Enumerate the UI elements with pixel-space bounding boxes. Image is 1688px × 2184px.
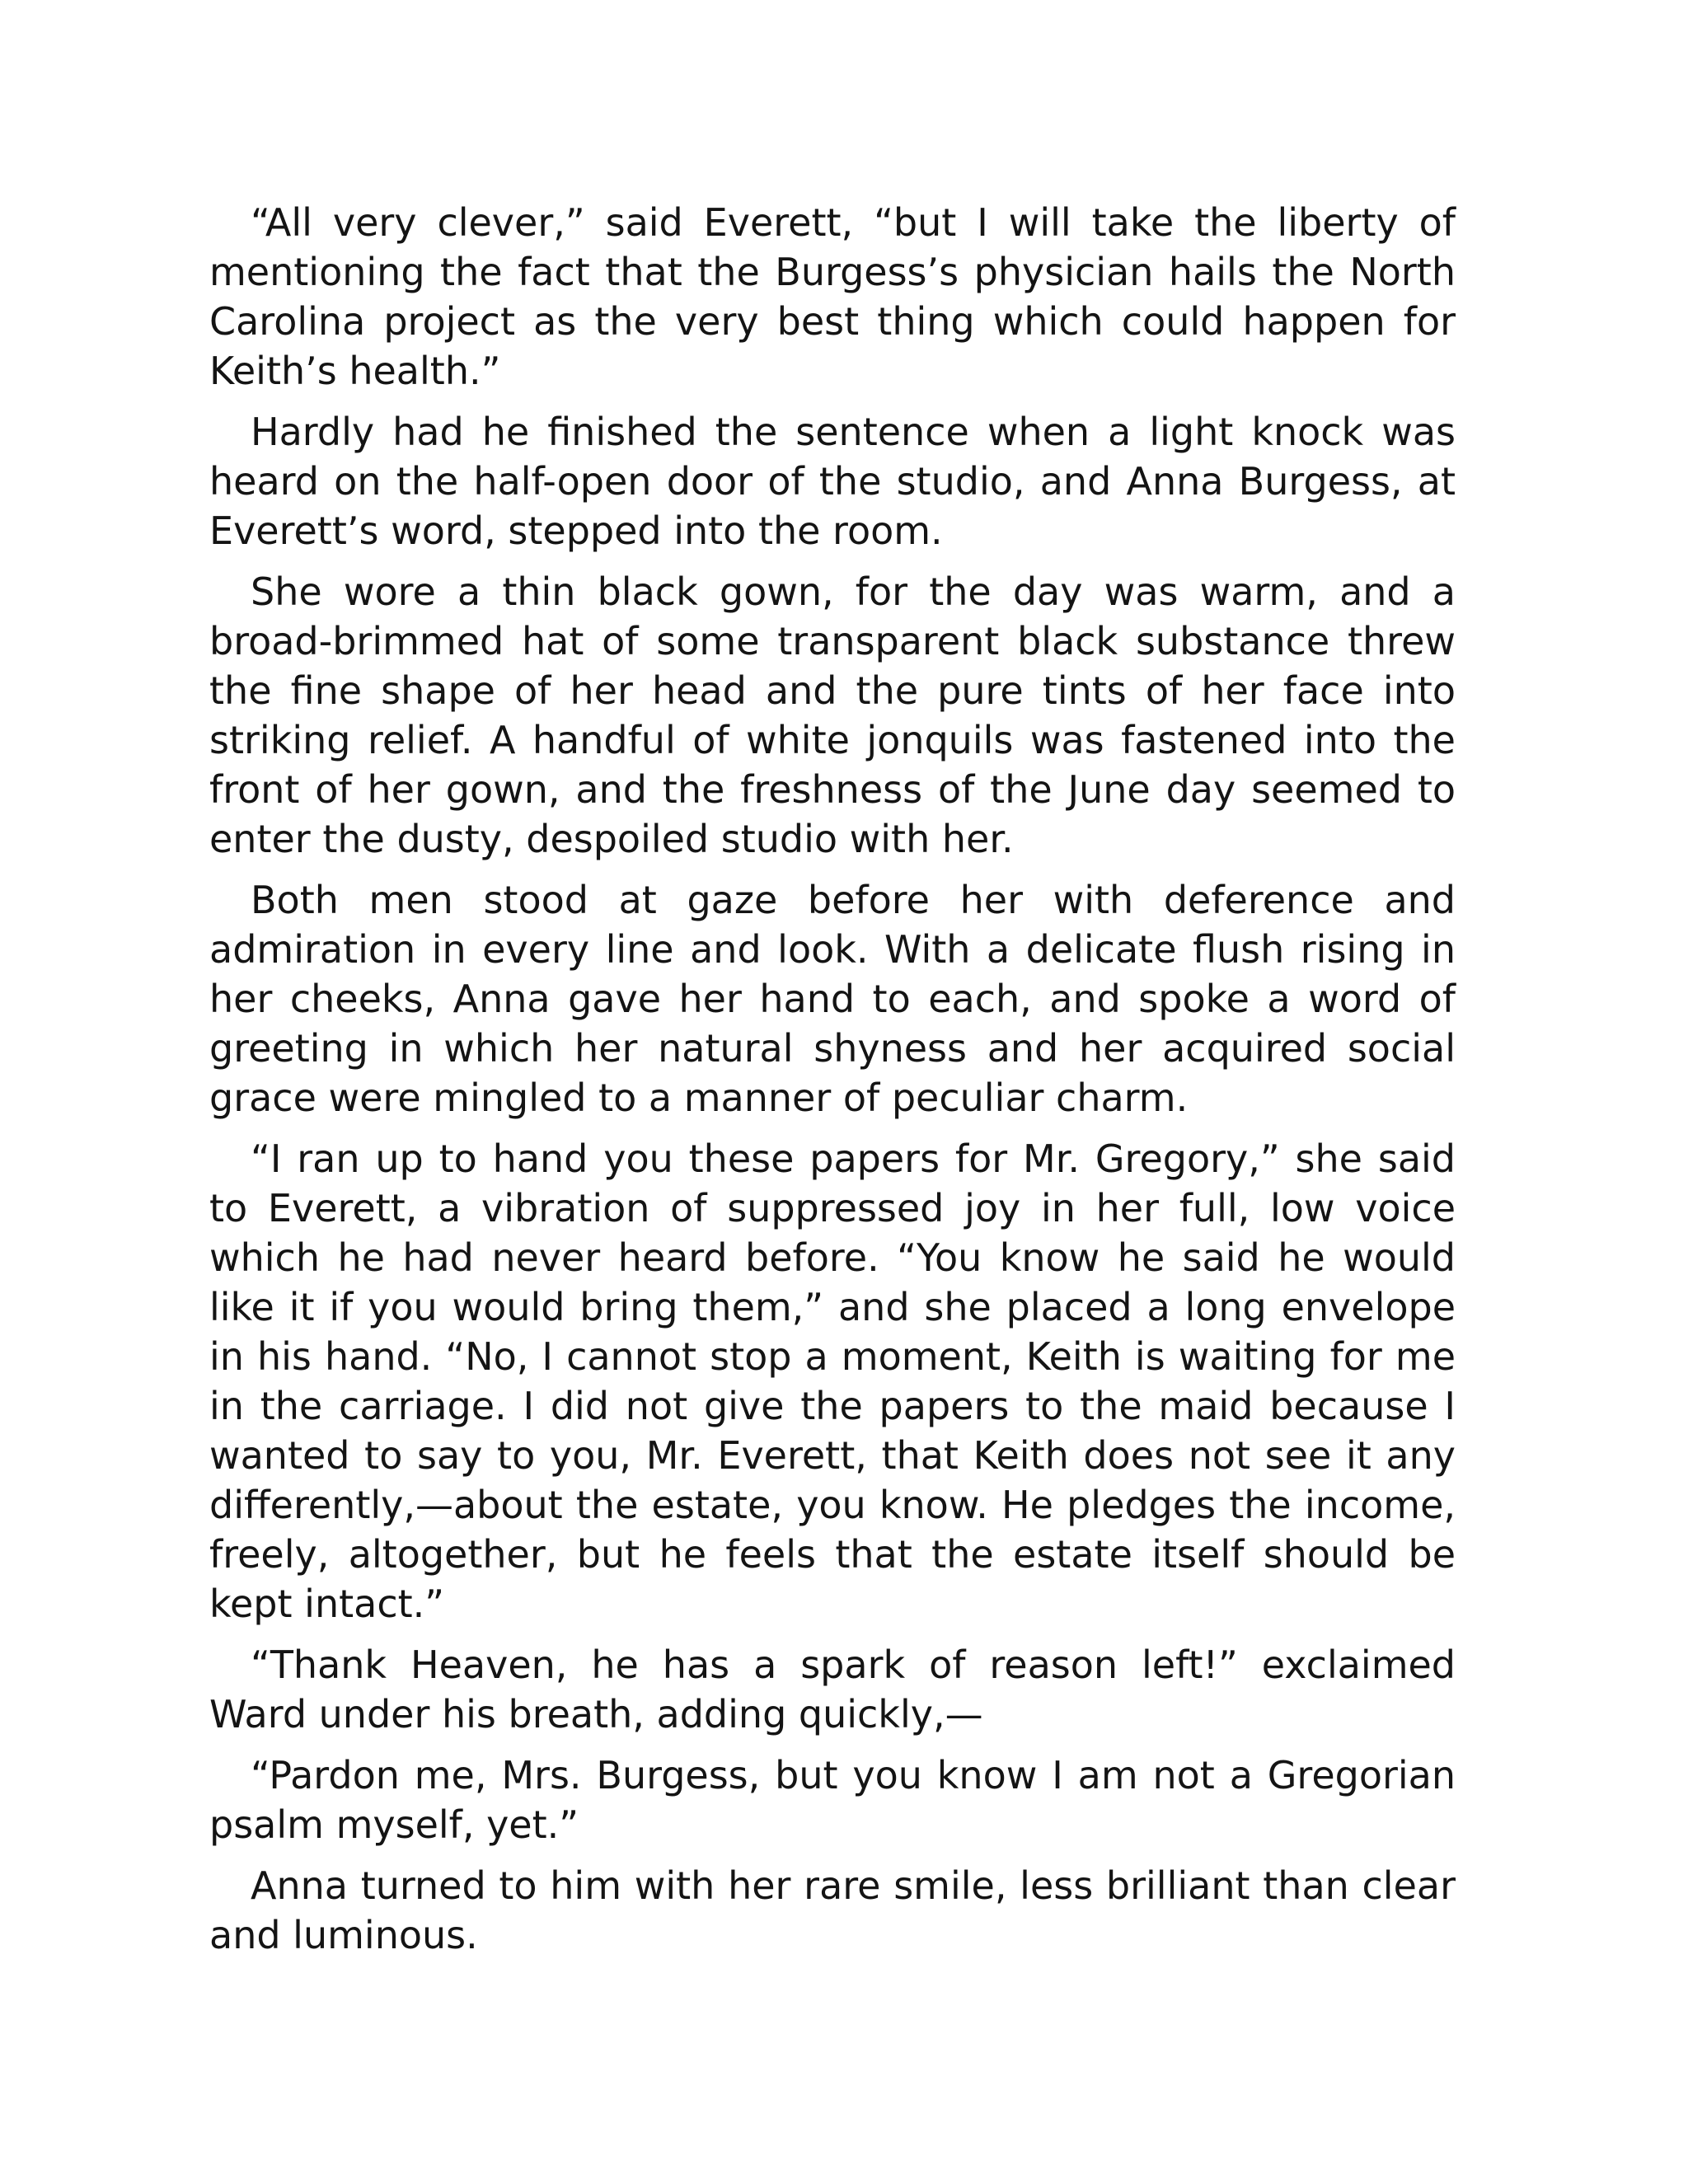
paragraph: “I ran up to hand you these papers for Mr. Gregory,” she said to Everett, a vibration of suppressed joy in her full, low voice which he had never heard before. “You know he said he would like it if you would bring them,” and she placed a long envelope in his hand. “No, I cannot stop a moment, Keith is waiting for me in the carriage. I did not give the papers to the maid because I wanted to say to you, Mr. Everett, that Keith does not see it any differently,—about the estate, you know. He pledges the income, freely, altogether, but he feels that the estate itself should be kept intact.” bbox=[209, 1137, 1456, 1626]
paragraph: Anna turned to him with her rare smile, less brilliant than clear and luminous. bbox=[209, 1863, 1456, 1957]
paragraph: “Thank Heaven, he has a spark of reason left!” exclaimed Ward under his breath, adding quickly,— bbox=[209, 1643, 1456, 1736]
page-body bbox=[209, 198, 1456, 1971]
paragraph: Both men stood at gaze before her with deference and admiration in every line and look. With a delicate flush rising in her cheeks, Anna gave her hand to each, and spoke a word of greeting in which her natural shyness and her acquired social grace were mingled to a manner of peculiar charm. bbox=[209, 878, 1456, 1120]
paragraph: She wore a thin black gown, for the day was warm, and a broad-brimmed hat of some transparent black substance threw the fine shape of her head and the pure tints of her face into striking relief. A handful of white jonquils was fastened into the front of her gown, and the freshness of the June day seemed to enter the dusty, despoiled studio with her. bbox=[209, 569, 1456, 861]
paragraph: “All very clever,” said Everett, “but I will take the liberty of mentioning the fact that the Burgess’s physician hails the North Carolina project as the very best thing which could happen for Keith’s health.” bbox=[209, 200, 1456, 393]
paragraph: “Pardon me, Mrs. Burgess, but you know I am not a Gregorian psalm myself, yet.” bbox=[209, 1753, 1456, 1847]
paragraph: Hardly had he finished the sentence when a light knock was heard on the half-open door of the studio, and Anna Burgess, at Everett’s word, stepped into the room. bbox=[209, 410, 1456, 553]
